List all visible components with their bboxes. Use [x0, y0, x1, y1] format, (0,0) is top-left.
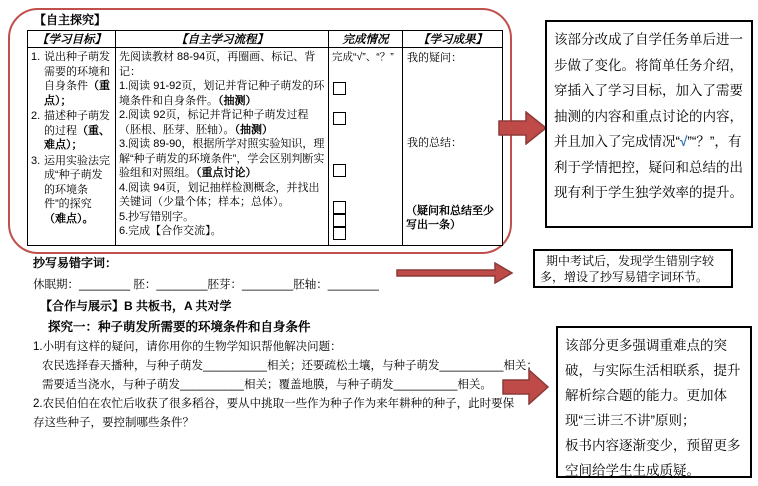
- status-checkbox[interactable]: [333, 164, 346, 177]
- inquiry-title: 探究一：种子萌发所需要的环境条件和自身条件: [48, 320, 311, 334]
- annotation-text: 该部分改成了自学任务单后进一步做了变化。将简单任务介绍，穿插入了学习目标，加入了需要抽测的内容和重点讨论的内容，并且加入了完成情况“: [554, 32, 743, 149]
- goal-text: 运用实验法完成“种子萌发的环境条件”的探究（难点）。: [44, 154, 110, 225]
- goal-text: 描述种子萌发的过程（重、难点）；: [44, 110, 110, 151]
- flow-step: 1.阅读 91-92页，划记并背记种子萌发的环境条件和自身条件。（抽测）: [119, 80, 325, 107]
- flow-step: 3.阅读 89-90，根据所学对照实验知识，理解“种子萌发的环境条件”，学会区别判断实验组和对照组。（重点讨论）: [119, 138, 325, 179]
- question-1-line-1: 农民选择春天播种，与种子萌发__________相关；还要疏松土壤，与种子萌发__________相关；: [42, 360, 538, 372]
- annotation-paragraph: 该部分更多强调重难点的突破，与实际生活相联系，提升解析综合题的能力。更加体现“三讲三不讲”原则；: [565, 338, 741, 428]
- flow-cell: [116, 48, 329, 245]
- annotation-box-middle: [533, 249, 733, 288]
- outcome-cell: [403, 48, 502, 245]
- my-summary-label: 我的总结：: [407, 137, 462, 149]
- question-1-line-2: 需要适当浇水，与种子萌发__________相关；覆盖地膜，与种子萌发__________相关。: [42, 379, 492, 391]
- right-block-arrow-icon: [498, 111, 548, 145]
- goal-number: 3.: [31, 154, 41, 167]
- goals-cell: [28, 48, 116, 245]
- status-checkbox[interactable]: [333, 82, 346, 95]
- cooperate-title: 【合作与展示】B 共板书，A 共对学: [40, 299, 232, 313]
- flow-step: 4.阅读 94页，划记抽样检测概念，并找出关键词（少量个体；样本；总体）。: [119, 181, 320, 208]
- right-block-arrow-icon: [502, 369, 550, 405]
- flow-step: 5.抄写错别字。: [119, 210, 195, 223]
- blue-checkmark: √: [680, 134, 688, 149]
- goal-item: [31, 50, 112, 108]
- status-note: 完成“√”、“？”: [332, 51, 394, 63]
- annotation-paragraph: 板书内容逐渐变少，预留更多空间给学生生成质疑。: [565, 438, 741, 478]
- annotation-line: 多，增设了抄写易错字词环节。: [540, 270, 709, 284]
- right-thin-arrow-icon: [396, 262, 514, 284]
- copy-words-blanks: 休眠期：________ 胚：________胚芽：________胚轴：________: [33, 279, 379, 291]
- goal-text: 说出种子萌发需要的环境和自身条件（重点）；: [44, 51, 110, 107]
- annotation-box-bottom: [556, 326, 752, 478]
- col-header-flow: 【自主学习流程】: [116, 31, 329, 48]
- status-checkbox[interactable]: [333, 112, 346, 125]
- annotation-line: 期中考试后，发现学生错别字较: [546, 254, 715, 268]
- my-question-label: 我的疑问：: [407, 52, 462, 64]
- goal-item: [31, 109, 112, 153]
- status-cell: [329, 48, 403, 245]
- outcome-note: （疑问和总结至少写出一条）: [406, 205, 494, 231]
- status-checkbox[interactable]: [333, 201, 346, 214]
- col-header-outcome: 【学习成果】: [403, 31, 502, 48]
- annotation-box-top: [545, 20, 753, 228]
- question-1: 1.小明有这样的疑问，请你用你的生物学知识帮他解决问题：: [33, 341, 342, 353]
- flow-intro: 先阅读教材 88-94页，再圈画、标记、背记：: [119, 51, 316, 78]
- annotation-text: ”“？”，有利于学情把控，疑问和总结的出现有利于学生独学效率的提升。: [554, 134, 743, 200]
- question-2-line-2: 存这些种子，要控制哪些条件？: [33, 417, 194, 429]
- col-header-status: 完成情况: [329, 31, 403, 48]
- goal-item: [31, 154, 112, 227]
- goal-number: 2.: [31, 110, 41, 122]
- copy-words-title: 抄写易错字词：: [33, 256, 118, 270]
- flow-step: 6.完成【合作交流】。: [119, 225, 222, 237]
- learning-task-table: [27, 30, 503, 246]
- col-header-goals: 【学习目标】: [28, 31, 116, 48]
- flow-step: 2.阅读 92页，标记并背记种子萌发过程（胚根、胚芽、胚轴）。（抽测）: [119, 109, 309, 136]
- status-checkbox[interactable]: [333, 227, 346, 240]
- section-title-autonomy: 【自主探究】: [34, 13, 107, 27]
- status-checkbox[interactable]: [333, 214, 346, 227]
- question-2-line-1: 2.农民伯伯在农忙后收获了很多稻谷，要从中挑取一些作为种子作为来年耕种的种子，此时要保: [33, 398, 515, 410]
- goal-number: 1.: [31, 51, 41, 63]
